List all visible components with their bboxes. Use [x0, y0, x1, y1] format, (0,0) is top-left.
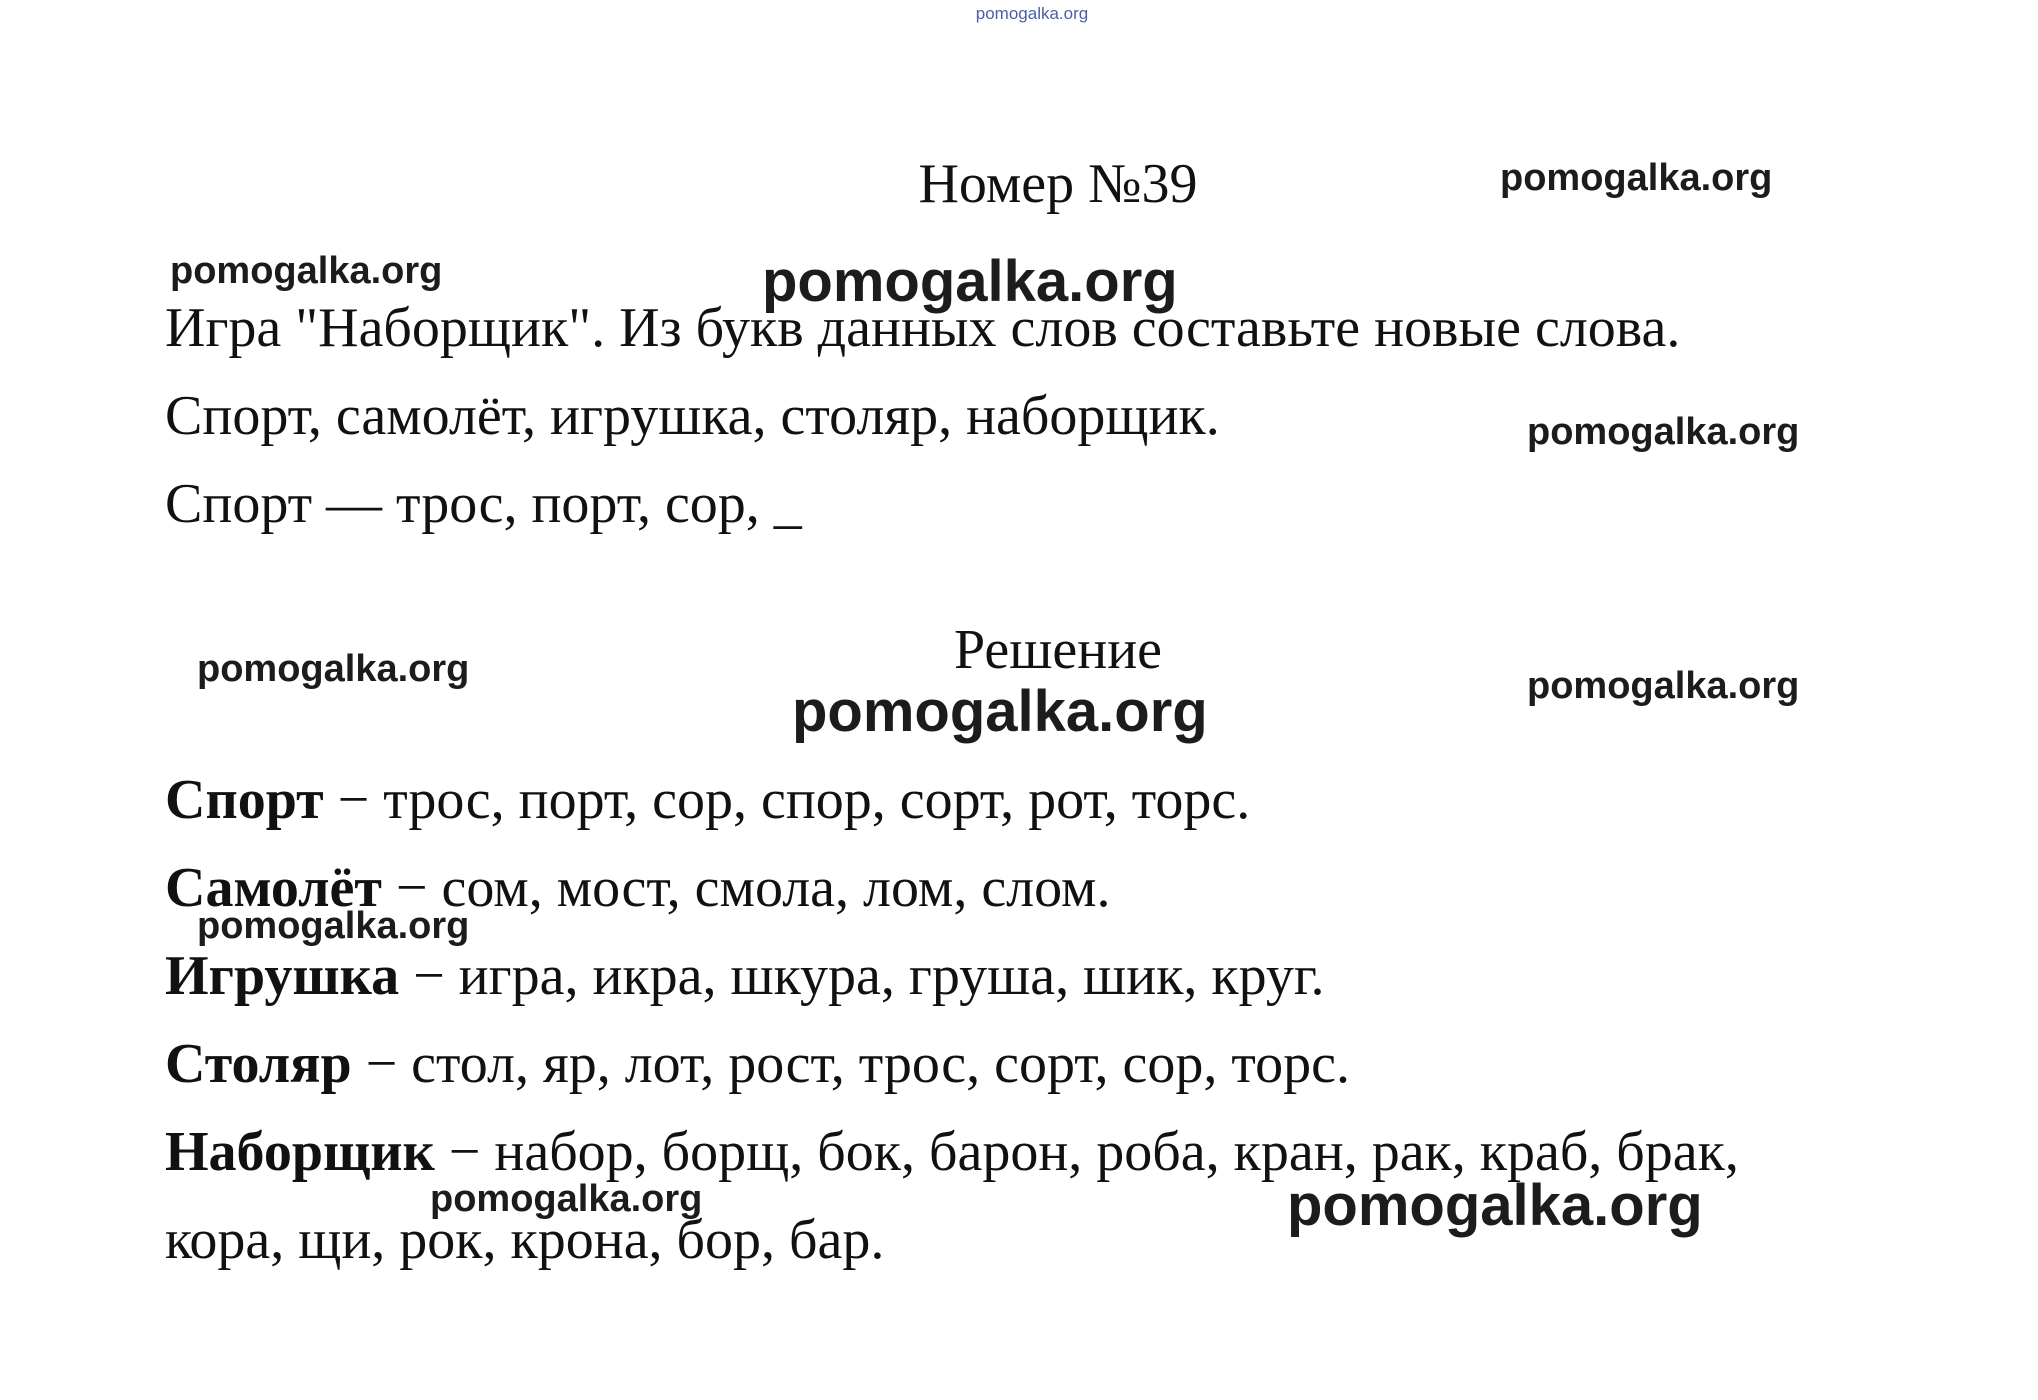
watermark: pomogalka.org — [762, 249, 1178, 314]
solution-answer: − набор, борщ, бок, барон, роба, кран, рак, краб, брак, — [434, 1121, 1739, 1183]
task-words: Спорт, самолёт, игрушка, столяр, наборщик. — [165, 385, 1220, 447]
solution-answer: − трос, порт, сор, спор, сорт, рот, торс. — [323, 769, 1251, 831]
task-instruction: Игра "Наборщик". Из букв данных слов составьте новые слова. — [165, 297, 1681, 359]
solution-answer: − сом, мост, смола, лом, слом. — [381, 857, 1111, 919]
watermark: pomogalka.org — [1527, 411, 1800, 453]
solution-word: Наборщик — [165, 1121, 435, 1183]
solution-answer: − стол, яр, лот, рост, трос, сорт, сор, торс. — [351, 1033, 1350, 1095]
page-title: Номер №39 — [918, 153, 1198, 215]
watermark: pomogalka.org — [792, 679, 1208, 744]
solution-entry — [165, 770, 1250, 832]
watermark: pomogalka.org — [170, 250, 443, 292]
watermark: pomogalka.org — [1527, 665, 1800, 707]
watermark: pomogalka.org — [197, 648, 470, 690]
watermark: pomogalka.org — [1500, 157, 1773, 199]
solution-word: Игрушка — [165, 945, 400, 1007]
solution-entry — [165, 946, 1325, 1008]
top-watermark: pomogalka.org — [975, 4, 1089, 23]
solution-word: Спорт — [165, 769, 324, 831]
watermark: pomogalka.org — [430, 1178, 703, 1220]
watermark: pomogalka.org — [197, 905, 470, 947]
watermark: pomogalka.org — [1287, 1173, 1703, 1238]
solution-word: Столяр — [165, 1033, 352, 1095]
task-example: Спорт — трос, порт, сор, _ — [165, 473, 802, 535]
solution-answer: − игра, икра, шкура, груша, шик, круг. — [399, 945, 1325, 1007]
solution-entry — [165, 1034, 1350, 1096]
solution-title: Решение — [953, 619, 1163, 681]
solution-word: Самолёт — [165, 857, 382, 919]
solution-continuation: кора, щи, рок, крона, бор, бар. — [165, 1209, 885, 1271]
